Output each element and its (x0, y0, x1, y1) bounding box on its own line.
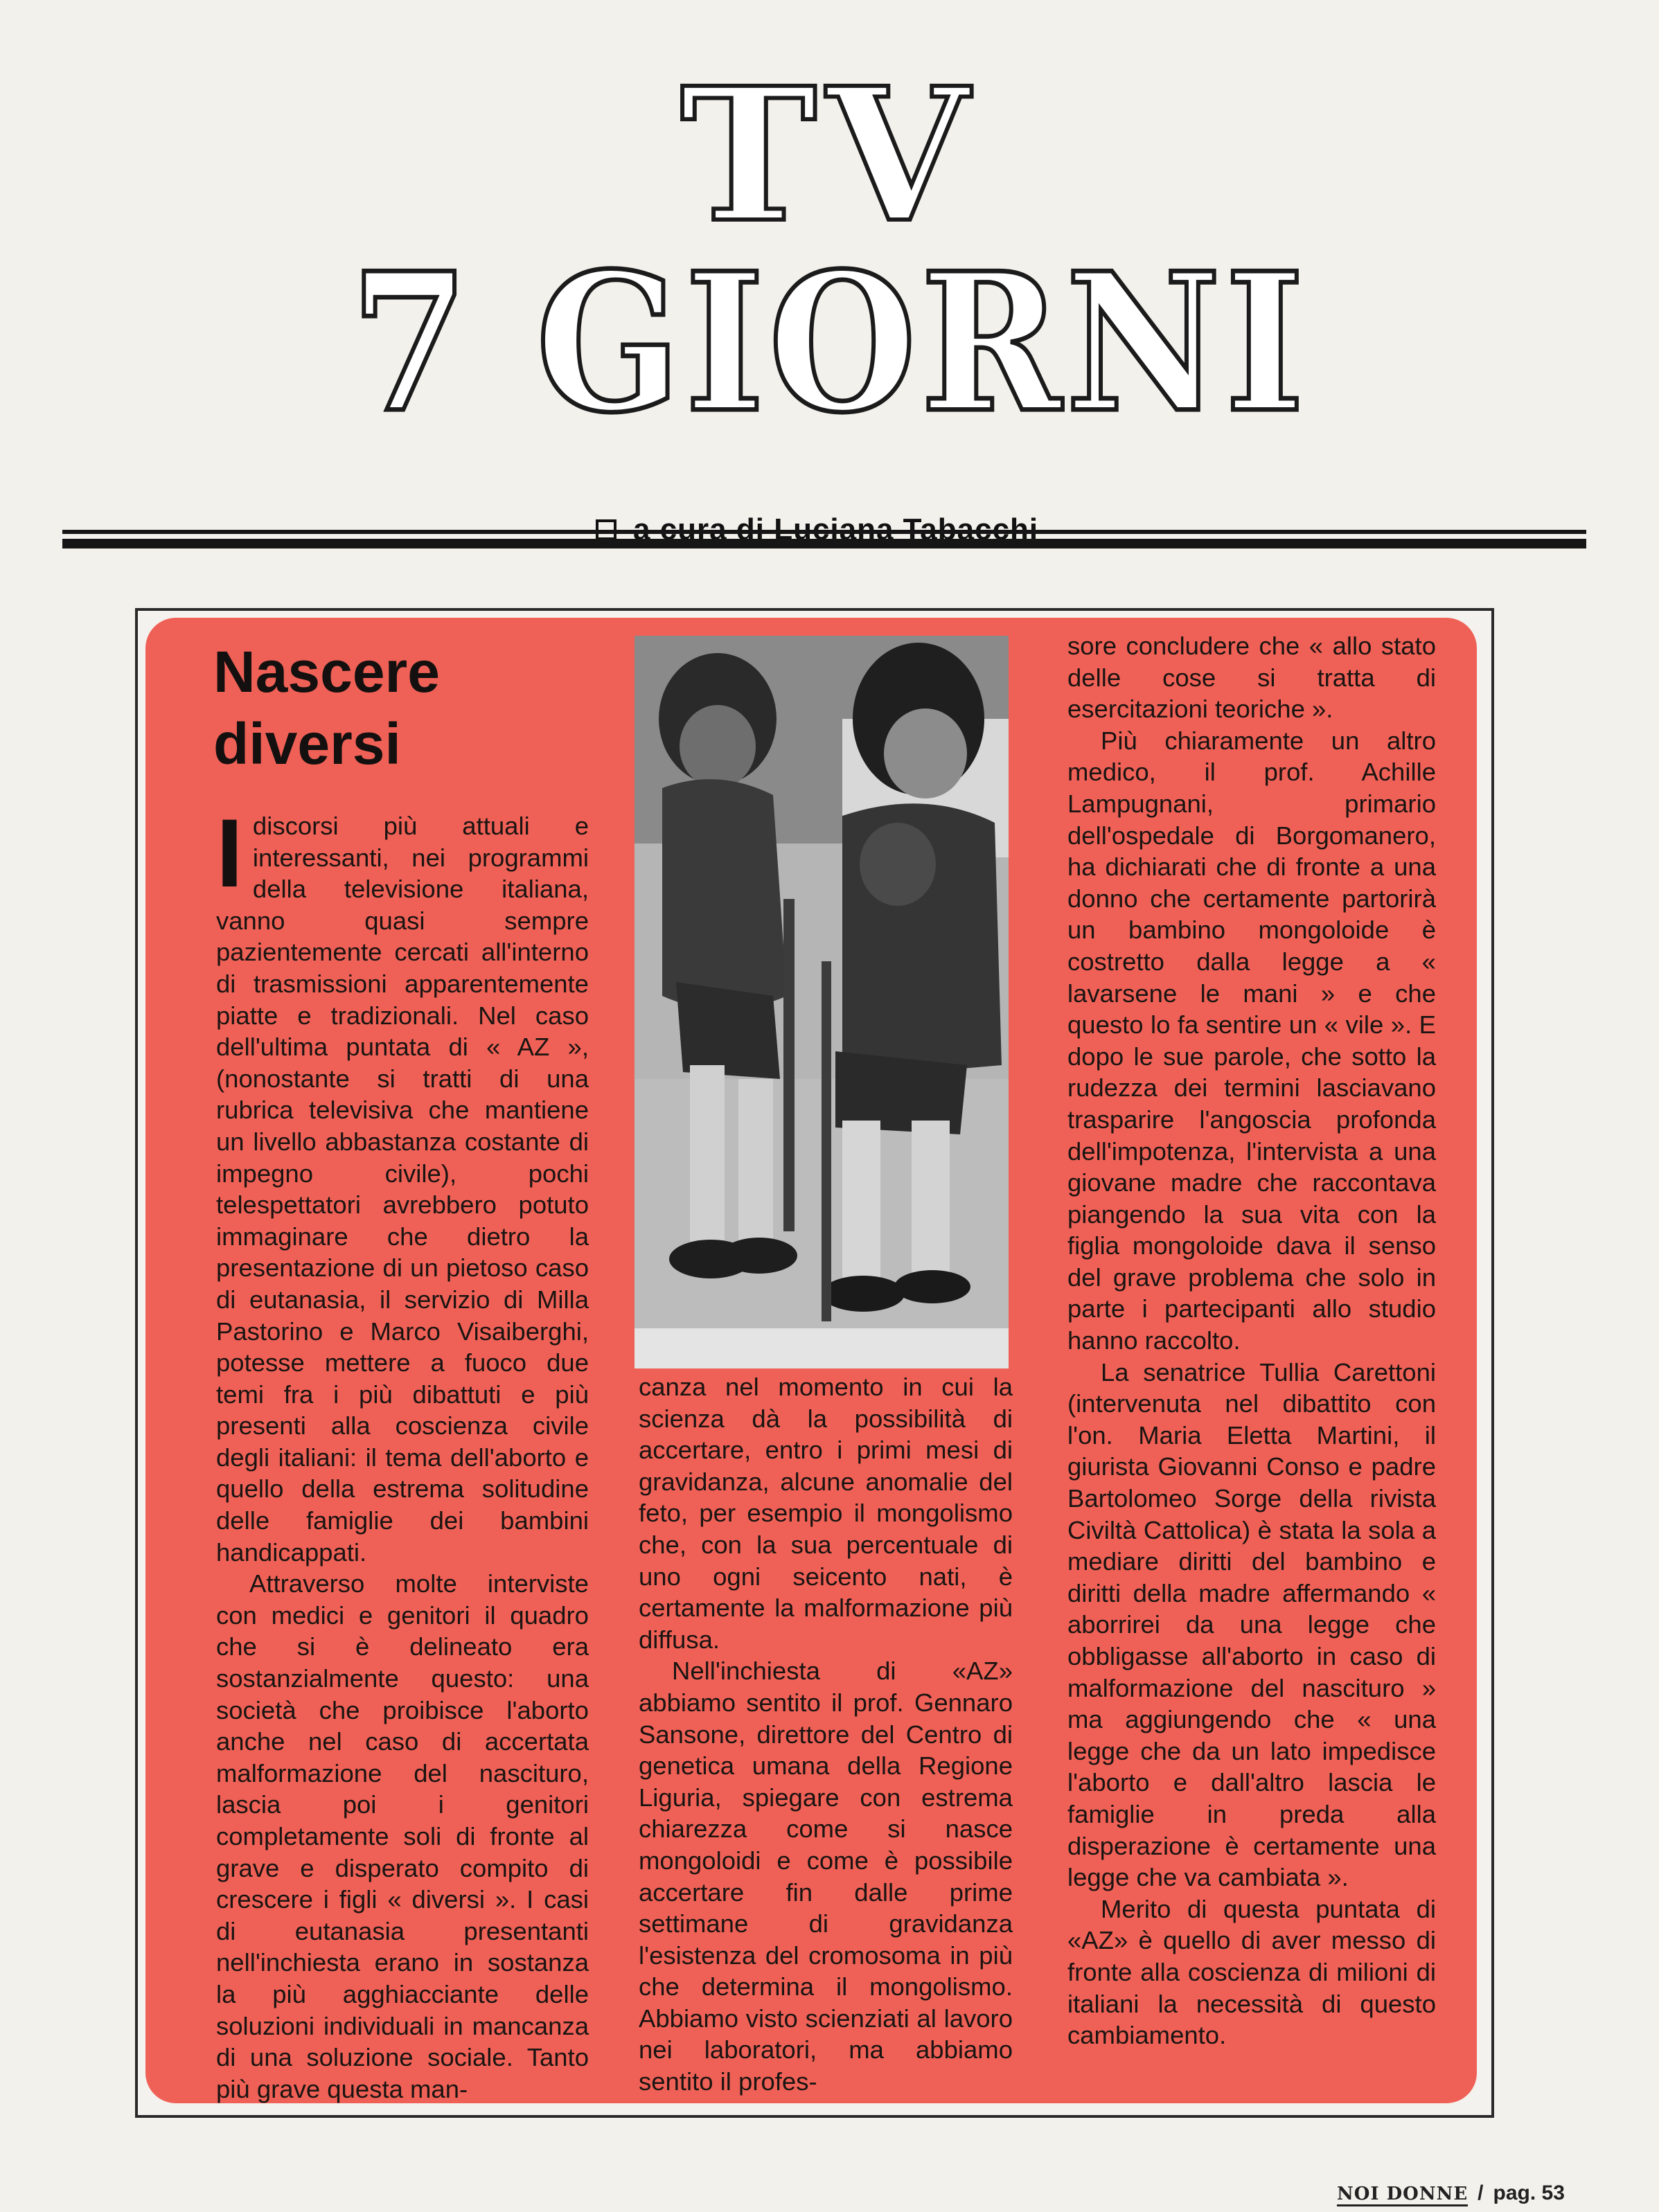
paragraph: Attraverso molte interviste con medici e genitori il quadro che si è delineato era sostanzialmente questo: una società che proibisce l'aborto anche nel caso di accertata malformazione del nascituro, lascia poi i genitori completamente soli di fronte al grave e disperato compito di crescere i figli « diversi ». I casi di eutanasia presentanti nell'inchiesta erano in sostanza la più agghiacciante delle soluzioni individuali in mancanza di una soluzione sociale. Tanto più grave questa man- (216, 1569, 589, 2103)
paragraph: Più chiaramente un altro medico, il prof. Achille Lampugnani, primario dell'ospedale di Borgomanero, ha dichiarati che di fronte a una donno che certamente partorirà un bambino mongoloide è costretto dalla legge a « lavarsene le mani » e che questo lo fa sentire un « vile ». E dopo le sue parole, che sotto la rudezza dei termini lasciavano trasparire l'angoscia profonda dell'impotenza, l'intervista a una giovane madre che raccontava piangendo la sua vita con la figlia mongoloide dava il senso del grave problema che solo in parte i partecipanti allo studio hanno raccolto. (1067, 726, 1436, 1355)
paragraph-text: discorsi più attuali e interessanti, nei programmi della televisione italiana, vanno quasi sempre pazientemente cercati all'interno di trasmissioni apparentemente piatte e tradizionali. Nel caso dell'ultima puntata di « AZ », (nonostante si tratti di una rubrica televisiva che mantiene un livello abbastanza costante di impegno civile), pochi telespettatori avrebbero potuto immaginare che dietro la presentazione di un pietoso caso di eutanasia, il servizio di Milla Pastorino e Marco Visaiberghi, potesse mettere a fuoco due temi fra i più dibattuti e più presenti alla coscienza civile degli italiani: il tema dell'aborto e quello della estrema solitudine delle famiglie dei bambini handicappati. (216, 812, 589, 1567)
photo-two-children-seated (635, 636, 1009, 1368)
article-photo (635, 636, 1009, 1368)
masthead-7-giorni: 7 GIORNI (350, 231, 1309, 455)
paragraph (216, 799, 589, 1568)
headline-line-1: Nascere (213, 639, 440, 704)
article-column-2 (639, 1371, 1013, 2098)
footer-separator: / (1478, 2182, 1484, 2204)
magazine-name: NOI DONNE (1337, 2184, 1468, 2206)
page-footer (1337, 2182, 1565, 2206)
header-rule-thick (62, 539, 1586, 548)
page-number: pag. 53 (1493, 2182, 1565, 2204)
header-rule-thin (62, 530, 1586, 534)
article-column-3 (1067, 630, 1436, 2051)
article-headline (213, 636, 440, 780)
paragraph: Merito di questa puntata di «AZ» è quello di aver messo di fronte alla coscienza di milioni di italiani la necessità di questo cambiamento. (1067, 1894, 1436, 2050)
drop-cap: I (216, 799, 243, 907)
masthead-tv: TV (680, 48, 979, 263)
paragraph: canza nel momento in cui la scienza dà la possibilità di accertare, entro i primi mesi di gravidanza, alcune anomalie del feto, per esempio il mongolismo che, con la sua percentuale di uno ogni seicento nati, è certamente la malformazione più diffusa. (639, 1373, 1013, 1654)
paragraph: sore concludere che « allo stato delle cose si tratta di esercitazioni teoriche ». (1067, 632, 1436, 724)
headline-line-2: diversi (213, 711, 401, 776)
paragraph: Nell'inchiesta di «AZ» abbiamo sentito il prof. Gennaro Sansone, direttore del Centro di genetica umana della Regione Liguria, spiegare con estrema chiarezza come si nasce mongoloidi e come è possibile accertare fin dalle prime settimane di gravidanza l'esistenza del cromosoma in più che determina il mongolismo. Abbiamo visto scienziati al lavoro nei laboratori, ma abbiamo sentito il profes- (639, 1657, 1013, 2096)
article-column-1 (216, 799, 589, 2105)
paragraph: La senatrice Tullia Carettoni (intervenuta nel dibattito con l'on. Maria Eletta Martini, il giurista Giovanni Conso e padre Bartolomeo Sorge della rivista Civiltà Cattolica) è stata la sola a mediare diritti del bambino e diritti della madre affermando « aborrirei da una legge che obbligasse all'aborto in caso di malformazione del nascituro » ma aggiungendo che « una legge che da un lato impedisce l'aborto e dall'altro lascia le famiglie in preda alla disperazione è certamente una legge che va cambiata ». (1067, 1357, 1436, 1892)
